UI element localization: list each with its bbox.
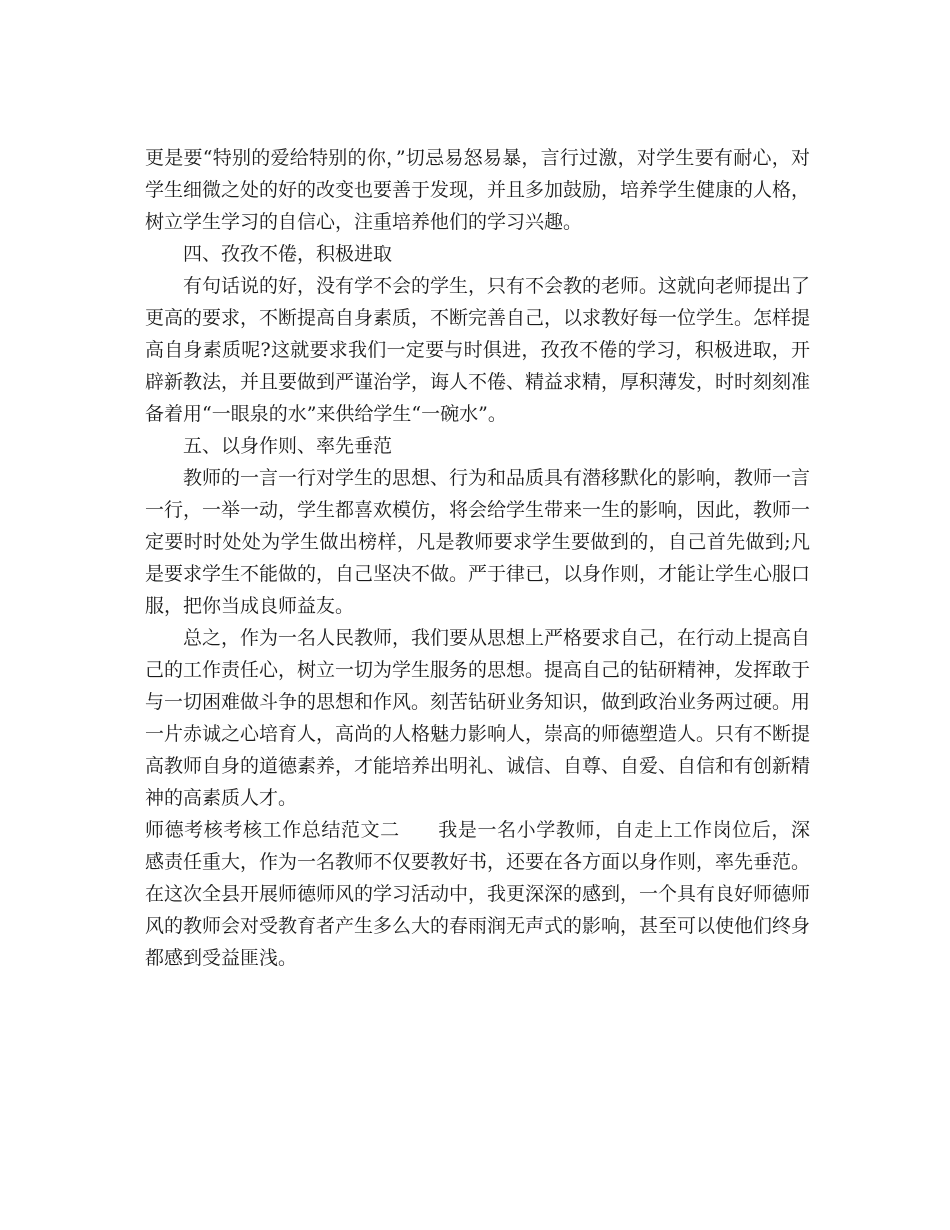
section-heading-four: 四、孜孜不倦，积极进取 [183, 243, 393, 265]
section-two-paragraph [145, 814, 810, 974]
paragraph-self-improvement: 有句话说的好，没有学不会的学生，只有不会教的老师。这就向老师提出了更高的要求，不断提高自身素质，不断完善自己，以求教好每一位学生。怎样提高自身素质呢?这就要求我们一定要与时俱进，孜孜不倦的学习，积极进取，开辟新教法，并且要做到严谨治学，诲人不倦、精益求精，厚积薄发，时时刻刻准备着用“一眼泉的水”来供给学生“一碗水”。 [145, 275, 811, 425]
paragraph-continuation: 更是要“特别的爱给特别的你，”切忌易怒易暴，言行过激，对学生要有耐心，对学生细微之处的好的改变也要善于发现，并且多加鼓励，培养学生健康的人格，树立学生学习的自信心，注重培养他们的学习兴趣。 [145, 147, 811, 233]
section-two-text: 我是一名小学教师，自走上工作岗位后，深感责任重大，作为一名教师不仅要教好书，还要在各方面以身作则，率先垂范。在这次全县开展师德师风的学习活动中，我更深深的感到，一个具有良好师德师风的教师会对受教育者产生多么大的春雨润无声式的影响，甚至可以使他们终身都感到受益匪浅。 [145, 819, 811, 969]
document-body [145, 142, 810, 974]
paragraph-lead-by-example: 教师的一言一行对学生的思想、行为和品质具有潜移默化的影响，教师一言一行，一举一动，学生都喜欢模仿，将会给学生带来一生的影响，因此，教师一定要时时处处为学生做出榜样，凡是教师要求学生要做到的，自己首先做到;凡是要求学生不能做的，自己坚决不做。严于律已，以身作则，才能让学生心服口服，把你当成良师益友。 [145, 467, 811, 617]
paragraph-conclusion: 总之，作为一名人民教师，我们要从思想上严格要求自己，在行动上提高自己的工作责任心，树立一切为学生服务的思想。提高自己的钻研精神，发挥敢于与一切困难做斗争的思想和作风。刻苦钻研业务知识，做到政治业务两过硬。用一片赤诚之心培育人，高尚的人格魅力影响人，崇高的师德塑造人。只有不断提高教师自身的道德素养，才能培养出明礼、诚信、自尊、自爱、自信和有创新精神的高素质人才。 [145, 627, 811, 809]
section-heading-five: 五、以身作则、率先垂范 [183, 435, 393, 457]
section-two-title: 师德考核考核工作总结范文二 [145, 819, 400, 841]
